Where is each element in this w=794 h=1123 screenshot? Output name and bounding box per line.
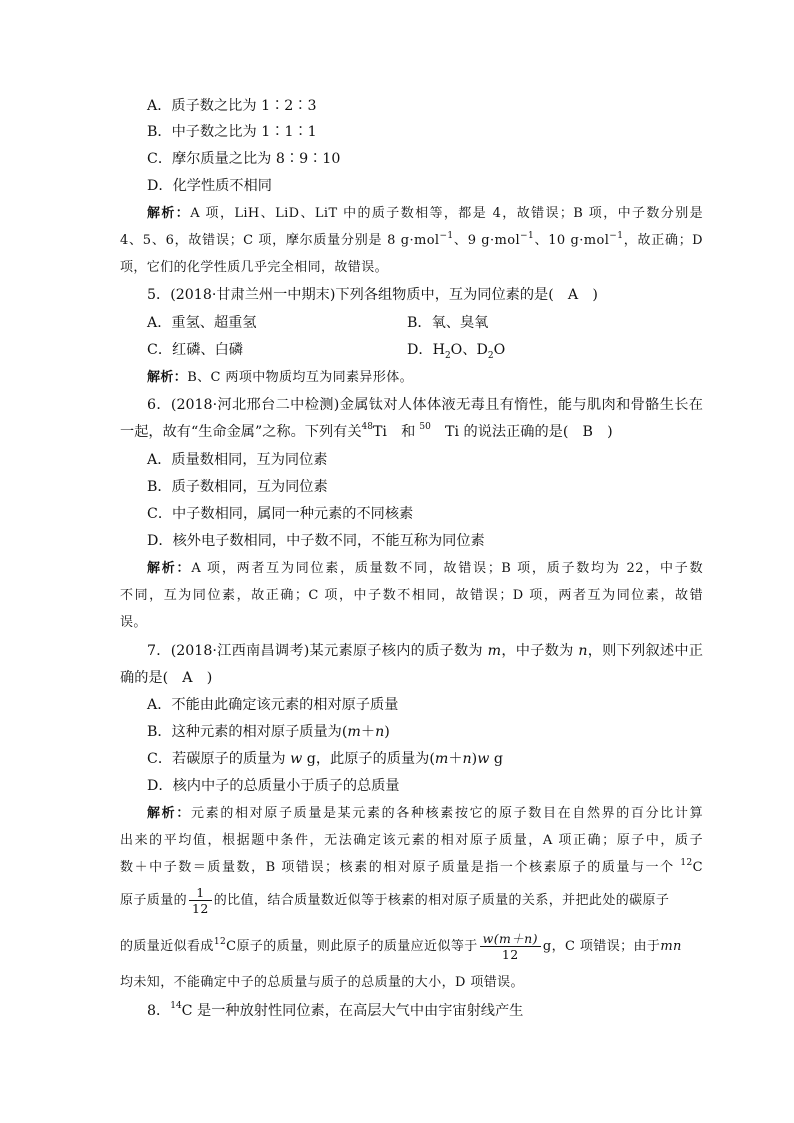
q4-option-a: A．质子数之比为 1∶2∶3 xyxy=(147,98,317,114)
q5-option-c: C．红磷、白磷 xyxy=(147,342,243,358)
q7-option-b: B．这种元素的相对原子质量为(m＋n) xyxy=(147,724,390,740)
q4-explanation-line-2: 4、5、6，故错误；C 项，摩尔质量分别是 8 g·mol$^{-1}$、9 g·mol$^{-1}$、10 g·mol$^{-1}$，故正确；D xyxy=(120,230,703,248)
q7-stem-line-2: 确的是( A ) xyxy=(120,670,213,686)
q6-explanation-line-3: 误。 xyxy=(120,615,147,630)
q7-stem-line-1: 7．(2018·江西南昌调考)某元素原子核内的质子数为 m，中子数为 n，则下列叙述中正 xyxy=(147,643,703,659)
q5-option-a: A．重氢、超重氢 xyxy=(147,315,257,331)
q6-stem-line-1: 6．(2018·河北邢台二中检测)金属钛对人体体液无毒且有惰性，能与肌肉和骨骼生长在 xyxy=(147,397,703,413)
q7-explanation-line-4: 原子质量的 $\frac{1}{12}$ 的比值，结合质量数近似等于核素的相对原子质量的关系，并把此处的碳原子 xyxy=(120,885,670,916)
q4-explanation-line-3: 项，它们的化学性质几乎完全相同，故错误。 xyxy=(120,260,389,275)
q7-explanation-line-6: 均未知，不能确定中子的总质量与质子的总质量的大小，D 项错误。 xyxy=(120,975,524,990)
explanation-label: 解析： xyxy=(147,206,191,221)
fraction-atomic-mass: $\frac{w(m+n)}{12}$ xyxy=(480,931,541,962)
q6-option-a: A．质量数相同，互为同位素 xyxy=(147,452,328,468)
q4-option-d: D．化学性质不相同 xyxy=(147,178,272,194)
q4-option-c: C．摩尔质量之比为 8∶9∶10 xyxy=(147,151,341,167)
q7-explanation-line-5: 的质量近似看成$^{12}$C原子的质量，则此原子的质量应近似等于 $\frac{w(m+n)}{12}$ g，C 项错误；由于mn xyxy=(120,931,682,962)
q7-option-d: D．核内中子的总质量小于质子的总质量 xyxy=(147,778,400,794)
q5-explanation: 解析：B、C 两项中物质均互为同素异形体。 xyxy=(147,370,414,385)
q6-option-b: B．质子数相同，互为同位素 xyxy=(147,479,328,495)
q5-option-d: D．$H_2O$、$D_2O$ xyxy=(407,342,506,361)
q8-stem: 8．$^{14}$C 是一种放射性同位素，在高层大气中由宇宙射线产生 xyxy=(147,1001,524,1019)
explanation-label: 解析： xyxy=(147,806,191,821)
q6-option-c: C．中子数相同，属同一种元素的不同核素 xyxy=(147,506,414,522)
q6-explanation-line-2: 不同，互为同位素，故正确；C 项，中子数不相同，故错误；D 项，两者互为同位素，故错 xyxy=(120,588,703,603)
q4-option-b: B．中子数之比为 1∶1∶1 xyxy=(147,124,317,140)
q7-option-c: C．若碳原子的质量为 w g，此原子的质量为(m＋n)w g xyxy=(147,751,503,767)
q6-option-d: D．核外电子数相同，中子数不同，不能互称为同位素 xyxy=(147,533,485,549)
q7-explanation-line-2: 出来的平均值，根据题中条件，无法确定该元素的相对原子质量，A 项正确；原子中，质子 xyxy=(120,833,703,848)
fraction-one-twelfth: $\frac{1}{12}$ xyxy=(189,885,212,916)
explanation-label: 解析： xyxy=(147,561,192,576)
explanation-label: 解析： xyxy=(147,370,188,385)
q7-explanation-line-1: 解析：元素的相对原子质量是某元素的各种核素按它的原子数目在自然界的百分比计算 xyxy=(147,806,703,821)
q7-option-a: A．不能由此确定该元素的相对原子质量 xyxy=(147,697,399,713)
q7-explanation-line-3: 数＋中子数＝质量数，B 项错误；核素的相对原子质量是指一个核素原子的质量与一个 $^{12}$C xyxy=(120,857,703,875)
q5-option-b: B．氧、臭氧 xyxy=(407,315,489,331)
q6-stem-line-2: 一起，故有“生命金属”之称。下列有关$^{48}$Ti 和 $^{50}$ Ti 的说法正确的是( B ) xyxy=(120,422,613,440)
q5-stem: 5．(2018·甘肃兰州一中期末)下列各组物质中，互为同位素的是( A ) xyxy=(147,287,598,303)
q4-explanation-line-1: 解析：A 项，LiH、LiD、LiT 中的质子数相等，都是 4，故错误；B 项，中子数分别是 xyxy=(147,206,704,221)
q6-explanation-line-1: 解析：A 项，两者互为同位素，质量数不同，故错误；B 项，质子数均为 22，中子数 xyxy=(147,561,703,576)
